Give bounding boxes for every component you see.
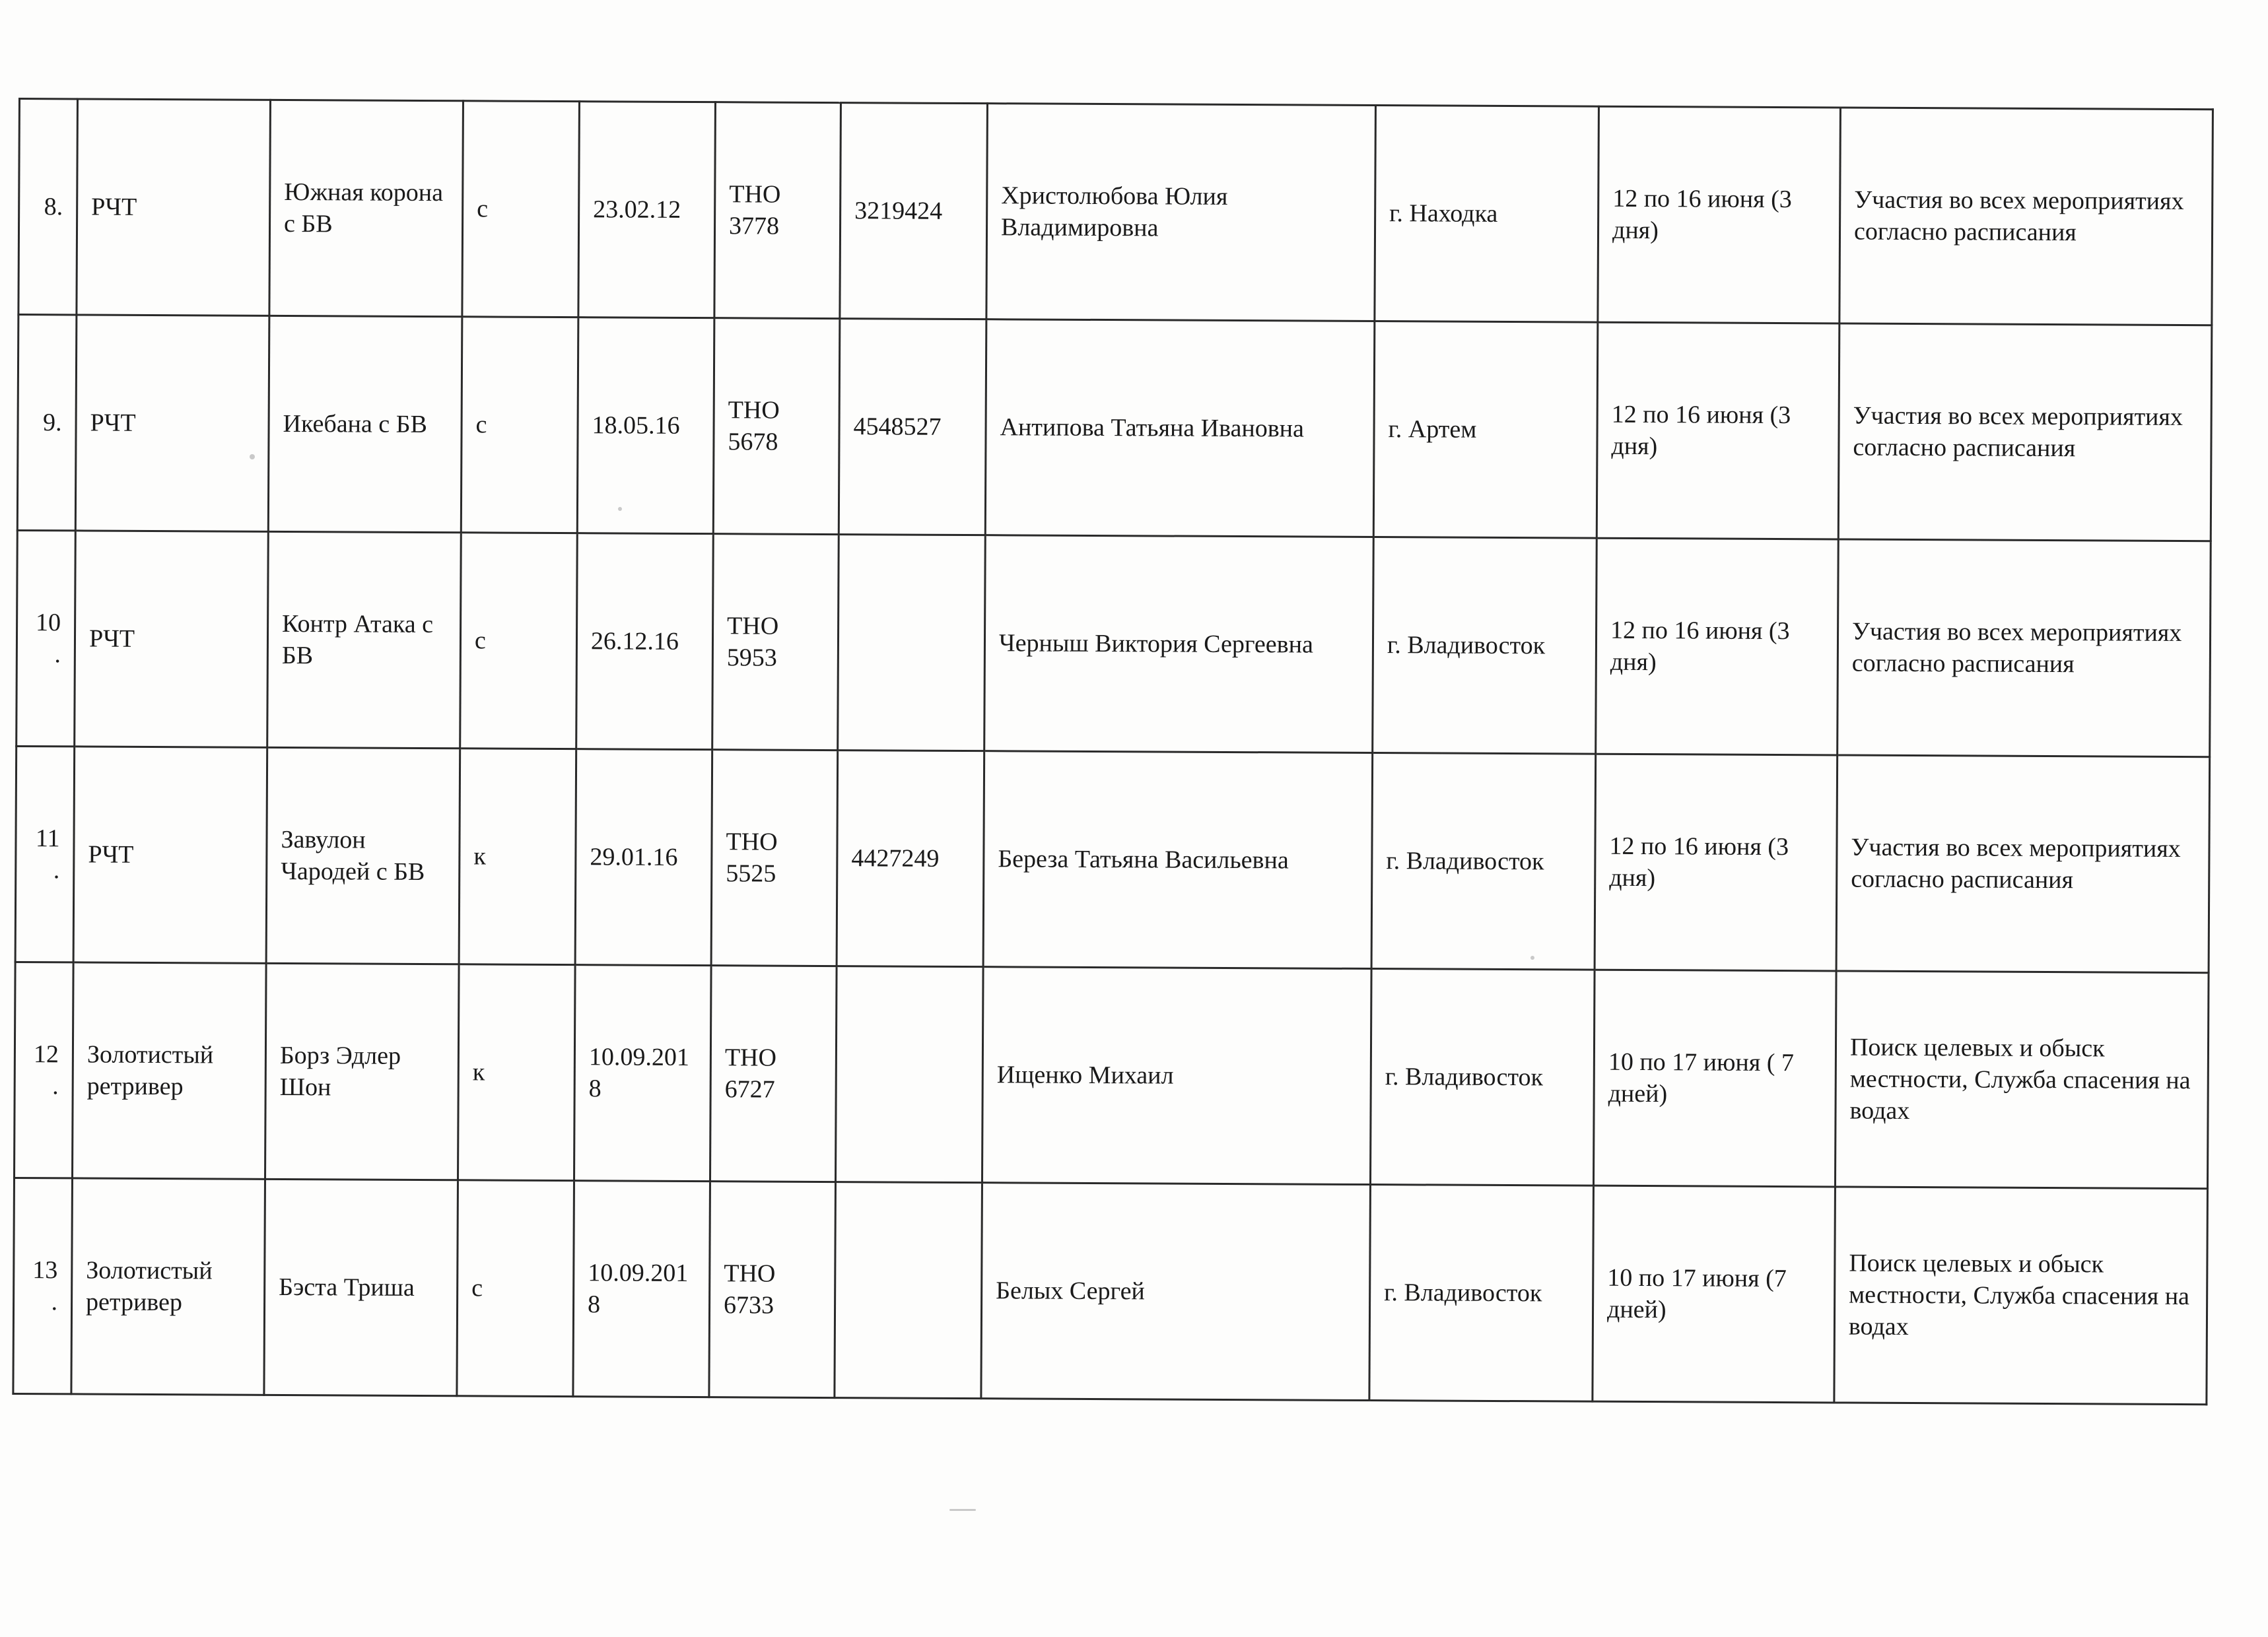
- breed-cell: Золотистый ретривер: [71, 1178, 265, 1395]
- activity-cell: Участия во всех мероприятиях согласно расписания: [1836, 755, 2210, 973]
- dog-name-cell: Завулон Чародей с БВ: [266, 747, 460, 964]
- birth-date-cell: 18.05.16: [577, 317, 714, 534]
- tattoo-cell: ТНО 6727: [710, 966, 837, 1182]
- breed-cell: РЧТ: [75, 531, 269, 747]
- city-cell: г. Находка: [1375, 106, 1599, 323]
- period-cell: 12 по 16 июня (3 дня): [1595, 754, 1838, 971]
- table-row: [17, 530, 2211, 756]
- tattoo-cell: ТНО 5678: [713, 318, 840, 535]
- scan-speck: [949, 1509, 976, 1511]
- chip-cell: 4427249: [837, 751, 984, 967]
- row-number: 8.: [18, 99, 78, 315]
- city-cell: г. Владивосток: [1371, 753, 1596, 970]
- dog-name-cell: Борз Эдлер Шон: [265, 963, 459, 1180]
- table-row: [13, 1178, 2208, 1404]
- sex-cell: с: [461, 317, 578, 533]
- period-cell: 12 по 16 июня (3 дня): [1598, 106, 1841, 323]
- activity-cell: Участия во всех мероприятиях согласно расписания: [1838, 539, 2211, 757]
- row-number: 9.: [17, 315, 77, 531]
- owner-cell: Береза Татьяна Васильевна: [983, 751, 1373, 969]
- dog-name-cell: Бэста Триша: [264, 1179, 458, 1395]
- owner-cell: Антипова Татьяна Ивановна: [985, 319, 1375, 537]
- owner-cell: Ищенко Михаил: [982, 967, 1371, 1185]
- activity-cell: Участия во всех мероприятиях согласно расписания: [1838, 323, 2212, 541]
- tattoo-cell: ТНО 6733: [709, 1182, 836, 1398]
- sex-cell: с: [457, 1180, 574, 1397]
- sex-cell: к: [459, 749, 576, 965]
- chip-cell: 4548527: [839, 319, 986, 535]
- period-cell: 12 по 16 июня (3 дня): [1596, 538, 1839, 755]
- table-row: [18, 99, 2213, 325]
- period-cell: 12 по 16 июня (3 дня): [1597, 322, 1839, 539]
- owner-cell: Черныш Виктория Сергеевна: [984, 535, 1374, 753]
- tattoo-cell: ТНО 5953: [712, 534, 839, 751]
- period-cell: 10 по 17 июня ( 7 дней): [1593, 970, 1836, 1187]
- row-number: 10.: [17, 530, 76, 746]
- table-row: [15, 962, 2209, 1188]
- city-cell: г. Артем: [1373, 321, 1598, 539]
- scan-speck: [618, 507, 622, 511]
- scan-speck: [250, 454, 255, 459]
- row-number: 12.: [15, 962, 74, 1178]
- activity-cell: Поиск целевых и обыск местности, Служба спасения на водах: [1834, 1187, 2208, 1405]
- owner-cell: Белых Сергей: [981, 1183, 1371, 1401]
- table-row: [17, 315, 2212, 541]
- city-cell: г. Владивосток: [1370, 969, 1595, 1186]
- activity-cell: Участия во всех мероприятиях согласно расписания: [1839, 108, 2213, 325]
- dog-name-cell: Контр Атака с БВ: [267, 531, 462, 748]
- tattoo-cell: ТНО 3778: [714, 102, 841, 319]
- breed-cell: РЧТ: [77, 99, 271, 316]
- breed-cell: РЧТ: [73, 747, 267, 963]
- birth-date-cell: 10.09.2018: [573, 1181, 710, 1397]
- birth-date-cell: 23.02.12: [578, 102, 716, 318]
- tattoo-cell: ТНО 5525: [711, 750, 838, 966]
- row-number: 11.: [15, 746, 75, 962]
- breed-cell: Золотистый ретривер: [73, 962, 267, 1179]
- sex-cell: с: [460, 533, 578, 749]
- participants-table: [12, 98, 2214, 1405]
- period-cell: 10 по 17 июня (7 дней): [1593, 1186, 1836, 1403]
- breed-cell: РЧТ: [75, 315, 269, 531]
- birth-date-cell: 29.01.16: [575, 749, 712, 966]
- dog-name-cell: Икебана с БВ: [268, 316, 462, 532]
- city-cell: г. Владивосток: [1373, 537, 1597, 754]
- row-number: 13.: [13, 1178, 73, 1393]
- activity-cell: Поиск целевых и обыск местности, Служба спасения на водах: [1835, 971, 2209, 1189]
- owner-cell: Христолюбова Юлия Владимировна: [986, 104, 1376, 321]
- dog-name-cell: Южная корона с БВ: [269, 100, 464, 316]
- chip-cell: [835, 966, 983, 1183]
- table-row: [15, 746, 2210, 972]
- sex-cell: к: [458, 964, 575, 1181]
- scan-speck: [1530, 956, 1534, 960]
- chip-cell: [835, 1182, 982, 1399]
- table-body: [13, 99, 2213, 1405]
- city-cell: г. Владивосток: [1369, 1185, 1594, 1402]
- sex-cell: с: [462, 101, 580, 317]
- birth-date-cell: 26.12.16: [576, 533, 714, 750]
- chip-cell: 3219424: [840, 103, 988, 319]
- birth-date-cell: 10.09.2018: [574, 965, 711, 1182]
- chip-cell: [838, 535, 986, 751]
